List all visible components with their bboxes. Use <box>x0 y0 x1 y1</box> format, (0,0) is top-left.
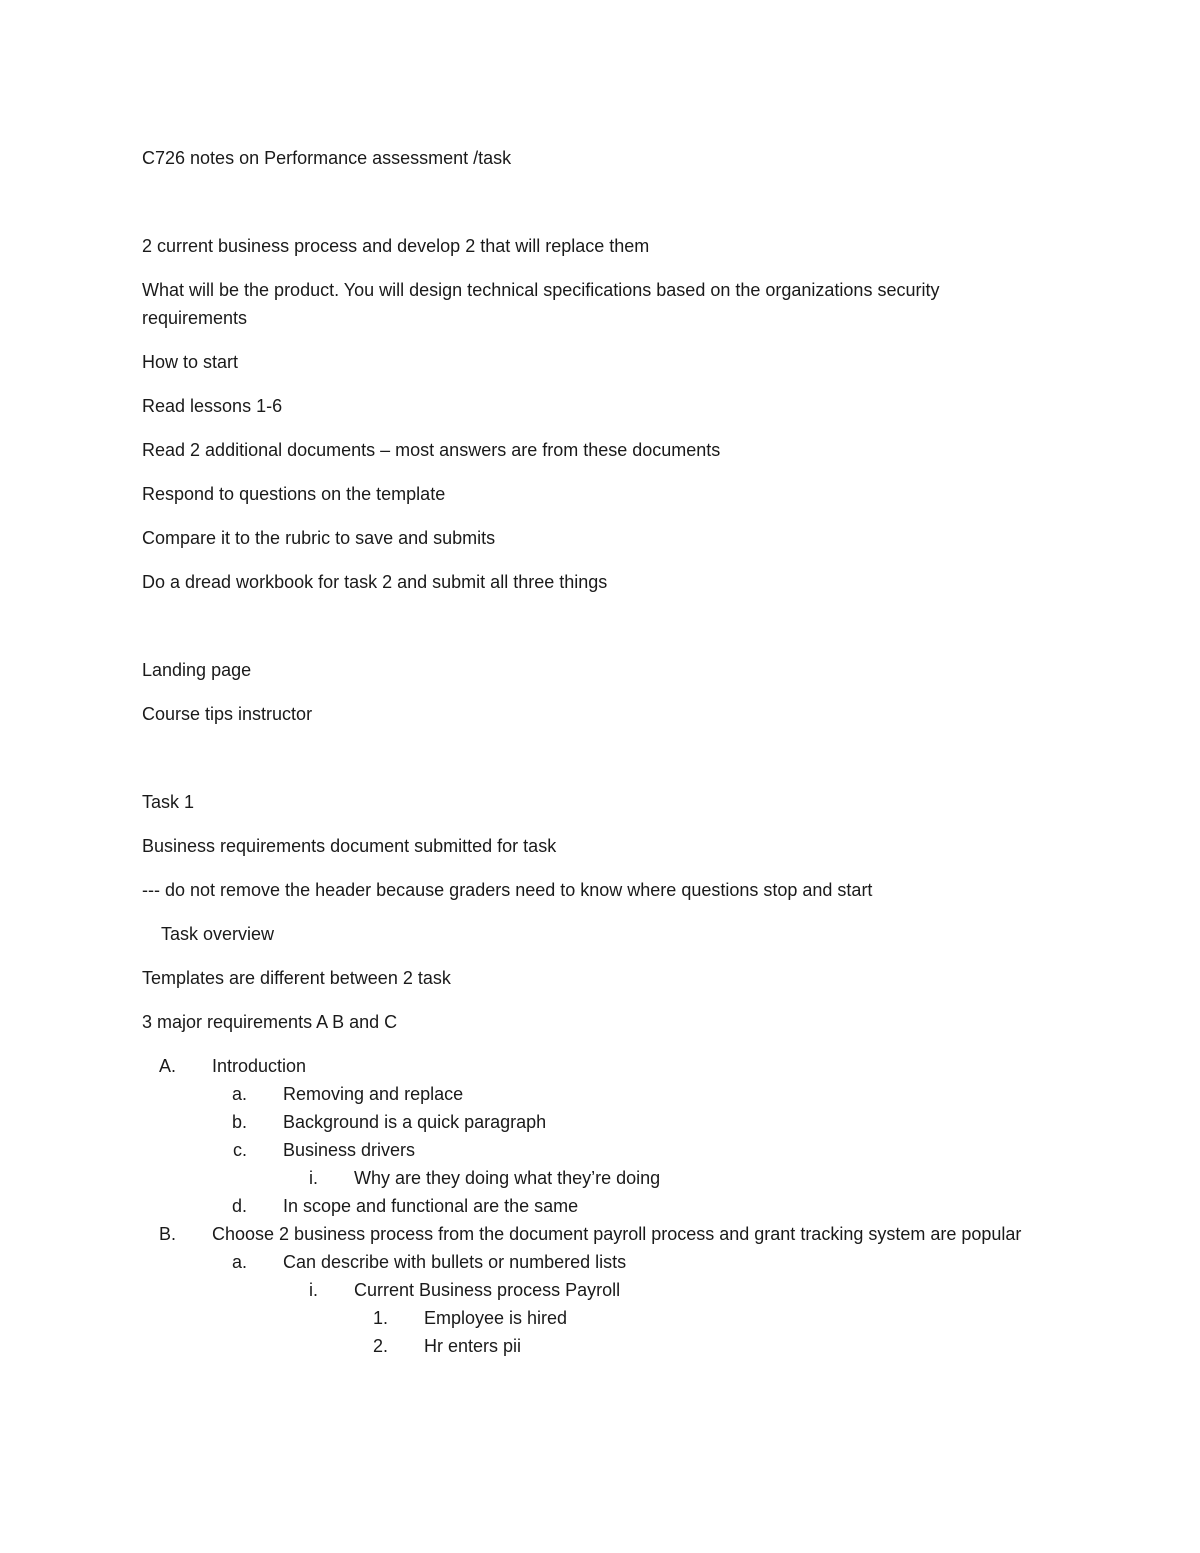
document-title: C726 notes on Performance assessment /task <box>142 148 512 168</box>
outline-item <box>142 1220 1042 1248</box>
outline-marker: a. <box>231 1084 247 1104</box>
requirements-outline <box>142 1052 1042 1360</box>
paragraph-major-requirements: 3 major requirements A B and C <box>142 1012 398 1032</box>
outline-marker: 2. <box>372 1336 388 1356</box>
document-body <box>142 144 1042 1360</box>
paragraph-respond: Respond to questions on the template <box>142 484 446 504</box>
spacer <box>142 612 1042 656</box>
outline-marker: b. <box>231 1112 247 1132</box>
outline-marker: i. <box>309 1280 318 1300</box>
spacer <box>142 188 1042 232</box>
paragraph-how-to-start: How to start <box>142 352 239 372</box>
outline-marker: B. <box>158 1224 176 1244</box>
outline-text: Introduction <box>212 1056 307 1076</box>
paragraph-templates: Templates are different between 2 task <box>142 968 451 988</box>
paragraph-business-requirements: Business requirements document submitted for task <box>142 836 557 856</box>
outline-item <box>142 1164 1042 1192</box>
outline-text: Current Business process Payroll <box>354 1280 621 1300</box>
outline-item <box>142 1080 1042 1108</box>
outline-marker: 1. <box>372 1308 388 1328</box>
paragraph-read-lessons: Read lessons 1-6 <box>142 396 283 416</box>
outline-text: In scope and functional are the same <box>283 1196 579 1216</box>
outline-text: Can describe with bullets or numbered lists <box>283 1252 627 1272</box>
outline-marker: i. <box>309 1168 318 1188</box>
outline-marker: d. <box>231 1196 247 1216</box>
paragraph-compare: Compare it to the rubric to save and submits <box>142 528 496 548</box>
outline-marker: c. <box>232 1140 247 1160</box>
paragraph-dread-workbook: Do a dread workbook for task 2 and submit all three things <box>142 572 608 592</box>
outline-item <box>142 1304 1042 1332</box>
outline-text: Choose 2 business process from the document payroll process and grant tracking system are popular <box>212 1224 1022 1244</box>
paragraph-header-note: --- do not remove the header because graders need to know where questions stop and start <box>142 880 873 900</box>
outline-item <box>142 1192 1042 1220</box>
outline-item <box>142 1052 1042 1080</box>
outline-text: Removing and replace <box>283 1084 464 1104</box>
spacer <box>142 744 1042 788</box>
outline-item <box>142 1108 1042 1136</box>
outline-item <box>142 1136 1042 1164</box>
paragraph-read-documents: Read 2 additional documents – most answers are from these documents <box>142 440 721 460</box>
paragraph-current-process: 2 current business process and develop 2 that will replace them <box>142 236 650 256</box>
paragraph-task-overview: Task overview <box>161 924 275 944</box>
outline-item <box>142 1248 1042 1276</box>
outline-marker: a. <box>231 1252 247 1272</box>
outline-text: Background is a quick paragraph <box>283 1112 547 1132</box>
paragraph-landing-page: Landing page <box>142 660 252 680</box>
outline-text: Business drivers <box>283 1140 416 1160</box>
outline-text: Employee is hired <box>424 1308 568 1328</box>
outline-item <box>142 1276 1042 1304</box>
outline-text: Why are they doing what they’re doing <box>354 1168 661 1188</box>
paragraph-course-tips: Course tips instructor <box>142 704 313 724</box>
outline-text: Hr enters pii <box>424 1336 522 1356</box>
outline-marker: A. <box>158 1056 176 1076</box>
paragraph-task-1: Task 1 <box>142 792 195 812</box>
outline-item <box>142 1332 1042 1360</box>
paragraph-product: What will be the product. You will design technical specifications based on the organizations security requirements <box>142 280 940 328</box>
